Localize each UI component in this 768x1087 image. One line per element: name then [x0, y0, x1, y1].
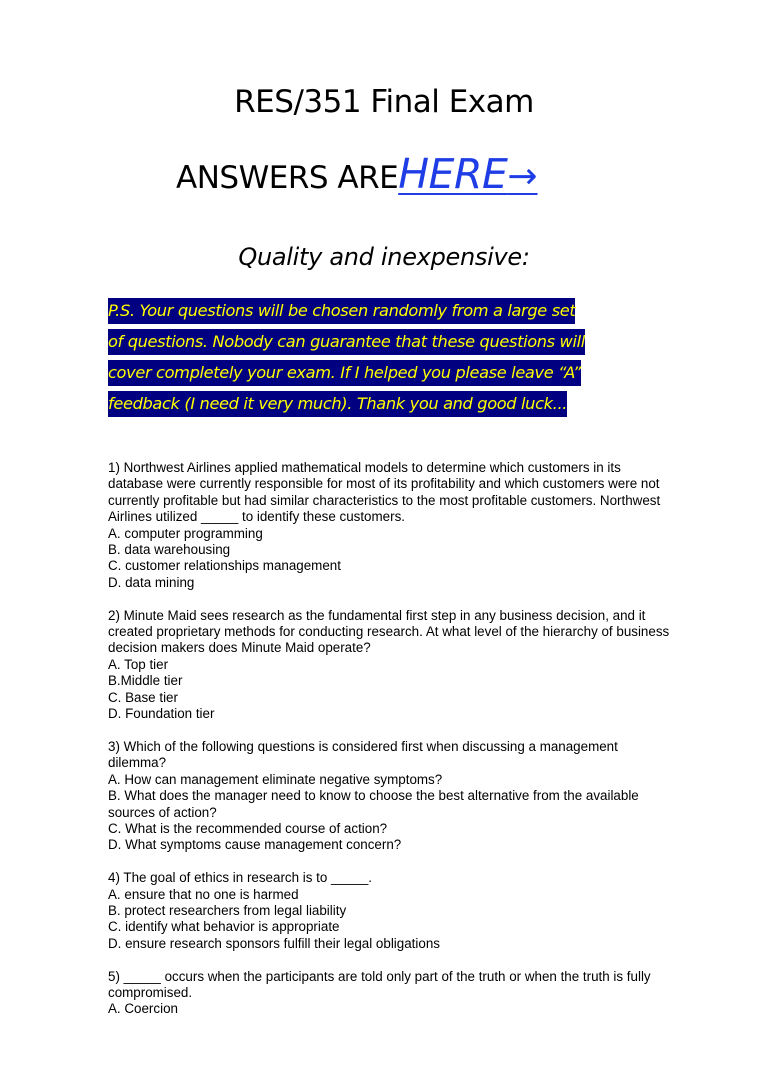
question-list	[108, 460, 718, 1034]
question-text: compromised.	[108, 984, 193, 1000]
question-3	[108, 739, 718, 854]
notice-line-text: of questions. Nobody can guarantee that these questions will	[108, 329, 585, 355]
notice-line	[108, 388, 708, 419]
answer-option: A. How can management eliminate negative symptoms?	[108, 771, 443, 787]
question-4	[108, 870, 718, 952]
question-text: 3) Which of the following questions is considered first when discussing a management	[108, 738, 618, 754]
subtitle: Quality and inexpensive:	[238, 243, 530, 271]
here-link[interactable]: HERE	[398, 150, 508, 198]
answer-option: C. customer relationships management	[108, 558, 341, 574]
answer-option: B. data warehousing	[108, 542, 231, 558]
notice-line	[108, 295, 708, 326]
answer-option: A. ensure that no one is harmed	[108, 886, 299, 902]
notice-line	[108, 326, 708, 357]
answer-option: D. ensure research sponsors fulfill their legal obligations	[108, 935, 440, 951]
arrow-right-icon[interactable]: →	[507, 156, 538, 197]
question-text: dilemma?	[108, 755, 167, 771]
question-text: 2) Minute Maid sees research as the fundamental first step in any business decision, and it	[108, 607, 646, 623]
answer-option: C. Base tier	[108, 689, 178, 705]
question-1	[108, 460, 718, 591]
question-text: 4) The goal of ethics in research is to _____.	[108, 870, 373, 886]
question-text: Airlines utilized _____ to identify these customers.	[108, 509, 405, 525]
answer-option: A. Top tier	[108, 656, 169, 672]
answer-option: sources of action?	[108, 804, 217, 820]
answer-option: B. protect researchers from legal liability	[108, 902, 347, 918]
answer-option: B. What does the manager need to know to choose the best alternative from the available	[108, 788, 639, 804]
notice-line-text: cover completely your exam. If I helped you please leave “A”	[108, 360, 581, 386]
answer-option: B.Middle tier	[108, 673, 183, 689]
answers-prefix: ANSWERS ARE	[176, 160, 399, 196]
answer-option: D. What symptoms cause management concern?	[108, 837, 402, 853]
question-text: 5) _____ occurs when the participants are told only part of the truth or when the truth is fully	[108, 968, 651, 984]
question-text: currently profitable but had similar characteristics to the most profitable customers. Northwest	[108, 492, 661, 508]
answer-option: A. Coercion	[108, 1001, 178, 1017]
answer-option: D. data mining	[108, 574, 195, 590]
answers-line	[176, 150, 538, 198]
question-text: 1) Northwest Airlines applied mathematical models to determine which customers in its	[108, 460, 621, 475]
notice-block	[108, 295, 708, 419]
answer-option: C. identify what behavior is appropriate	[108, 919, 340, 935]
question-2	[108, 608, 718, 723]
notice-line	[108, 357, 708, 388]
notice-line-text: P.S. Your questions will be chosen randomly from a large set	[108, 298, 575, 324]
question-5	[108, 969, 718, 1018]
answer-option: D. Foundation tier	[108, 706, 215, 722]
question-text: decision makers does Minute Maid operate?	[108, 640, 371, 656]
question-text: created proprietary methods for conducting research. At what level of the hierarchy of business	[108, 624, 670, 640]
answer-option: A. computer programming	[108, 525, 263, 541]
question-text: database were currently responsible for most of its profitability and which customers were not	[108, 476, 660, 492]
answer-option: C. What is the recommended course of action?	[108, 820, 388, 836]
notice-line-text: feedback (I need it very much). Thank you and good luck...	[108, 391, 567, 417]
page-title: RES/351 Final Exam	[234, 84, 534, 120]
